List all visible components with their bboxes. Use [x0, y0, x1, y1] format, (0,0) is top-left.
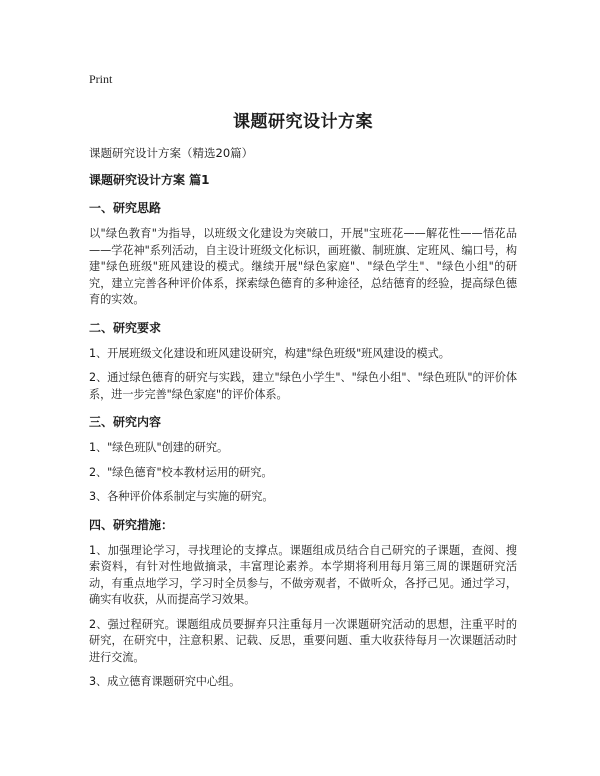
section-heading-research-measures: 四、研究措施： — [89, 517, 174, 532]
paragraph: 1、开展班级文化建设和班风建设研究，构建"绿色班级"班风建设的模式。 — [89, 346, 450, 360]
section-heading-research-requirements: 二、研究要求 — [89, 320, 162, 335]
paragraph: 2、强过程研究。课题组成员要摒弃只注重每月一次课题研究活动的思想，注重平时的研究，在研究中，注意积累、记载、反思，重要问题、重大收获待每月一次课题活动时进行交流。 — [89, 617, 517, 664]
section-heading-research-idea: 一、研究思路 — [89, 201, 162, 215]
paragraph: 3、各种评价体系制定与实施的研究。 — [89, 490, 274, 503]
paragraph: 2、"绿色德育"校本教材运用的研究。 — [89, 465, 273, 479]
paragraph: 1、加强理论学习，寻找理论的支撑点。课题组成员结合自己研究的子课题，查阅、搜索资料，有针对性地做摘录，丰富理论素养。本学期将利用每月第三周的课题研究活动，有重点地学习，学习时全员参与，不做旁观者，不做听众，各抒己见。通过学习，确实有收获，从而提高学习效果。 — [89, 543, 517, 606]
paragraph: 1、"绿色班队"创建的研究。 — [89, 441, 229, 454]
paragraph: 3、成立德育课题研究中心组。 — [89, 675, 241, 688]
document-subtitle: 课题研究设计方案（精选20篇） — [89, 146, 254, 160]
section-heading-research-content: 三、研究内容 — [89, 415, 162, 429]
print-link[interactable]: Print — [89, 72, 113, 86]
document-page — [89, 70, 517, 691]
part-title: 课题研究设计方案 篇1 — [89, 173, 210, 187]
paragraph: 以"绿色教育"为指导，以班级文化建设为突破口，开展"宝班花——解花性——悟花品——学花神"系列活动，自主设计班级文化标识，画班徽、制班旗、定班风、编口号，构建"绿色班级"班风建设的模式。继续开展"绿色家庭"、"绿色学生"、"绿色小组"的研究，建立完善各种评价体系，探索绿色德育的多种途径，总结德育的经验，提高绿色德育的实效。 — [89, 227, 517, 306]
paragraph: 2、通过绿色德育的研究与实践，建立"绿色小学生"、"绿色小组"、"绿色班队"的评价体系，进一步完善"绿色家庭"的评价体系。 — [89, 371, 517, 401]
document-title: 课题研究设计方案 — [233, 112, 373, 132]
